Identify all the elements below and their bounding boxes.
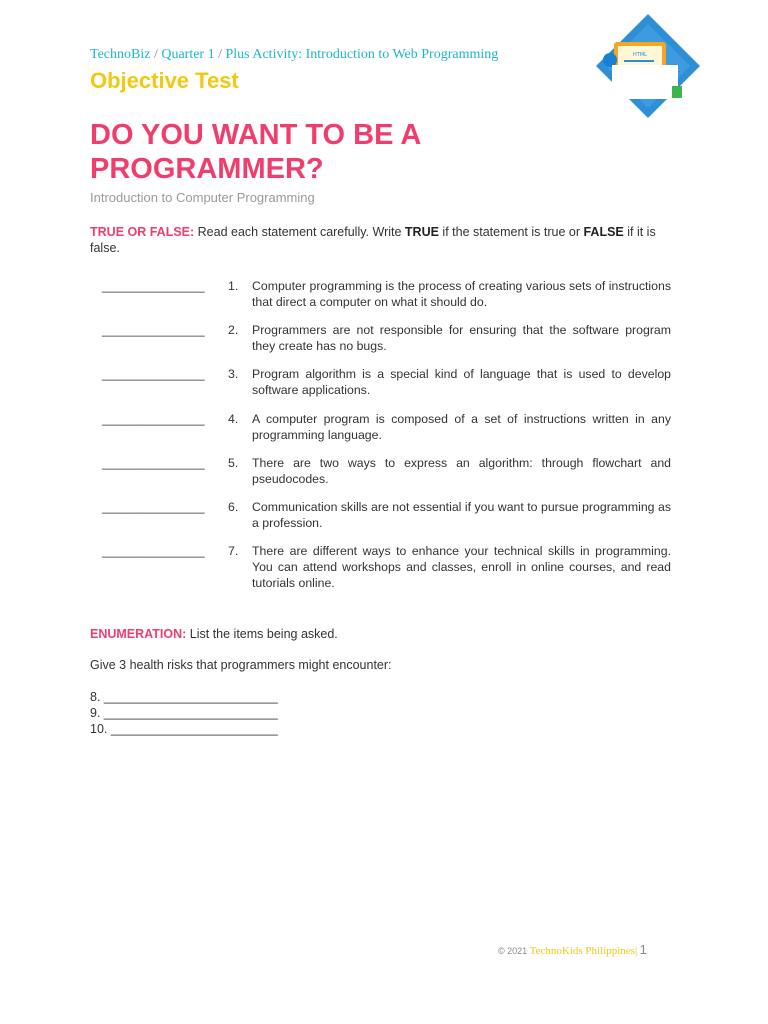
instruction-text: if the statement is true or <box>438 225 584 239</box>
page-number: 1 <box>639 942 647 957</box>
breadcrumb-separator: / <box>218 47 222 62</box>
question-number: 2. <box>228 323 239 337</box>
breadcrumb-quarter: Quarter 1 <box>161 47 215 62</box>
answer-line-8[interactable]: 8. _________________________ <box>90 690 278 704</box>
page-footer <box>498 942 647 957</box>
answer-line-9[interactable]: 9. _________________________ <box>90 706 278 720</box>
enumeration-label: ENUMERATION: <box>90 627 187 641</box>
html-book-logo <box>592 10 704 122</box>
page-title: DO YOU WANT TO BE A PROGRAMMER? <box>90 119 421 185</box>
answer-blank[interactable]: _______________ <box>102 412 205 426</box>
true-false-instructions <box>90 224 680 256</box>
question-statement: There are different ways to enhance your technical skills in programming. You can attend workshops and classes, enroll in online courses, and read tutorials online. <box>252 544 671 590</box>
question-statement: There are two ways to express an algorithm: through flowchart and pseudocodes. <box>252 456 671 486</box>
question-number: 5. <box>228 456 239 470</box>
answer-blank[interactable]: _______________ <box>102 500 205 514</box>
true-keyword: TRUE <box>404 225 439 239</box>
answer-blank[interactable]: _______________ <box>102 544 205 558</box>
question-statement: Programmers are not responsible for ensuring that the software program they create has no bugs. <box>252 323 671 353</box>
page-subtitle: Introduction to Computer Programming <box>90 190 315 205</box>
instruction-text: Read each statement carefully. Write <box>194 225 405 239</box>
enumeration-text: List the items being asked. <box>186 627 338 641</box>
objective-test-heading: Objective Test <box>90 68 239 93</box>
copyright-text: © 2021 <box>498 946 528 956</box>
question-statement: Computer programming is the process of creating various sets of instructions that direct a computer on what it should do. <box>252 279 671 309</box>
answer-blank[interactable]: _______________ <box>102 279 205 293</box>
question-statement: Program algorithm is a special kind of language that is used to develop software applications. <box>252 367 671 397</box>
answer-line-10[interactable]: 10. ________________________ <box>90 722 278 736</box>
question-number: 7. <box>228 544 239 558</box>
enumeration-question: Give 3 health risks that programmers might encounter: <box>90 658 392 672</box>
question-statement: Communication skills are not essential if you want to pursue programming as a profession. <box>252 500 671 530</box>
logo-html-text: HTML <box>633 52 647 58</box>
question-statement: A computer program is composed of a set of instructions written in any programming language. <box>252 412 671 442</box>
breadcrumb-technobiz: TechnoBiz <box>90 47 151 62</box>
breadcrumb <box>90 47 498 63</box>
footer-brand: TechnoKids Philippines <box>529 945 635 957</box>
instruction-text: if it is false. <box>90 225 656 255</box>
breadcrumb-activity: Plus Activity: Introduction to Web Programming <box>225 47 499 62</box>
breadcrumb-separator: / <box>153 47 158 62</box>
answer-blank[interactable]: _______________ <box>102 323 205 337</box>
answer-blank[interactable]: _______________ <box>102 367 205 381</box>
question-number: 6. <box>228 500 239 514</box>
question-number: 3. <box>228 367 239 381</box>
question-number: 1. <box>228 279 239 293</box>
enumeration-instructions <box>90 627 338 641</box>
answer-blank[interactable]: _______________ <box>102 456 205 470</box>
question-number: 4. <box>228 412 239 426</box>
true-false-label: TRUE OR FALSE: <box>90 225 195 239</box>
false-keyword: FALSE <box>583 225 624 239</box>
footer-separator: | <box>634 945 638 957</box>
